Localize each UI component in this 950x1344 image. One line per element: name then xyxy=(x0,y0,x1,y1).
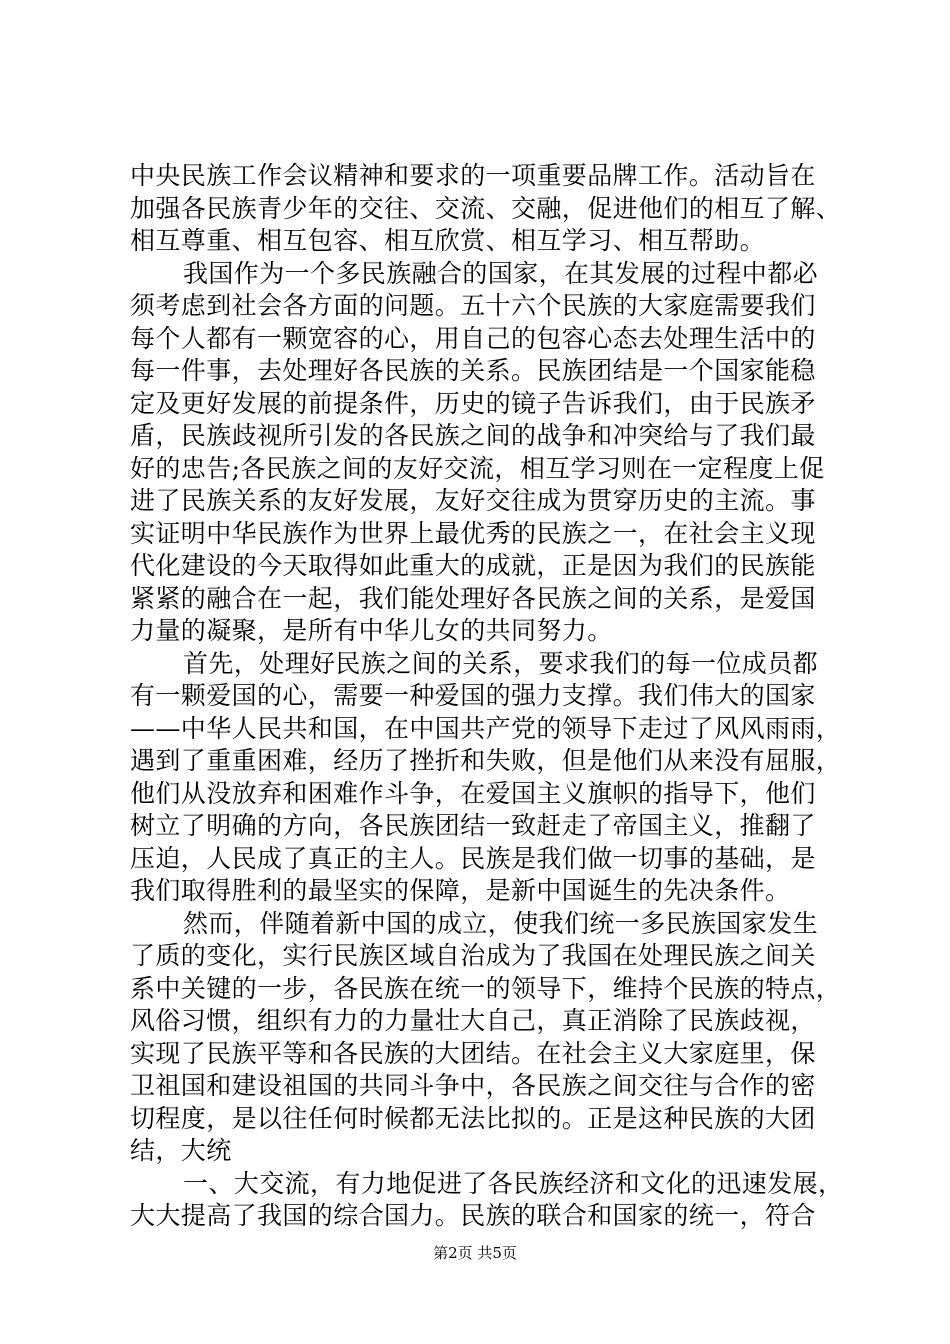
paragraph-start-line: 我国作为一个多民族融合的国家，在其发展的过程中都必 xyxy=(183,258,819,288)
text-line: 每个人都有一颗宽容的心，用自己的包容心态去处理生活中的 xyxy=(130,323,816,353)
text-line: 好的忠告;各民族之间的友好交流，相互学习则在一定程度上促 xyxy=(130,453,825,483)
page-footer: 第2页 共5页 xyxy=(433,1244,517,1262)
text-line: 实证明中华民族作为世界上最优秀的民族之一，在社会主义现 xyxy=(130,518,816,548)
text-line: 结，大统 xyxy=(130,1136,232,1165)
text-line: 切程度，是以往任何时候都无法比拟的。正是这种民族的大团 xyxy=(130,1103,816,1133)
text-line: 系中关键的一步，各民族在统一的领导下，维持个民族的特点， xyxy=(130,973,842,1003)
text-line: 压迫，人民成了真正的主人。民族是我们做一切事的基础，是 xyxy=(130,843,816,873)
paragraph-start-line: 一、大交流，有力地促进了各民族经济和文化的迅速发展， xyxy=(183,1168,844,1198)
text-line: 实现了民族平等和各民族的大团结。在社会主义大家庭里，保 xyxy=(130,1038,816,1068)
text-line: 定及更好发展的前提条件，历史的镜子告诉我们，由于民族矛 xyxy=(130,388,816,418)
text-line: 相互尊重、相互包容、相互欣赏、相互学习、相互帮助。 xyxy=(130,226,766,255)
text-line: 遇到了重重困难，经历了挫折和失败，但是他们从来没有屈服， xyxy=(130,746,842,775)
text-line: 代化建设的今天取得如此重大的成就，正是因为我们的民族能 xyxy=(130,551,816,580)
text-line: 卫祖国和建设祖国的共同斗争中，各民族之间交往与合作的密 xyxy=(130,1071,816,1100)
text-line: 盾，民族歧视所引发的各民族之间的战争和冲突给与了我们最 xyxy=(130,421,816,450)
text-line: 进了民族关系的友好发展，友好交往成为贯穿历史的主流。事 xyxy=(130,486,816,515)
text-line: ——中华人民共和国，在中国共产党的领导下走过了风风雨雨， xyxy=(130,713,842,743)
text-line: 紧紧的融合在一起，我们能处理好各民族之间的关系，是爱国 xyxy=(130,583,816,613)
text-line: 我们取得胜利的最坚实的保障，是新中国诞生的先决条件。 xyxy=(130,876,791,905)
body-text xyxy=(130,160,844,1233)
text-line: 大大提高了我国的综合国力。民族的联合和国家的统一，符合 xyxy=(130,1201,816,1230)
text-line: 力量的凝聚，是所有中华儿女的共同努力。 xyxy=(130,616,613,645)
paragraph-start-line: 首先，处理好民族之间的关系，要求我们的每一位成员都 xyxy=(183,648,819,678)
text-line: 有一颗爱国的心，需要一种爱国的强力支撑。我们伟大的国家 xyxy=(130,681,816,710)
text-line: 了质的变化，实行民族区域自治成为了我国在处理民族之间关 xyxy=(130,941,816,970)
paragraph-start-line: 然而，伴随着新中国的成立，使我们统一多民族国家发生 xyxy=(183,908,819,938)
text-line: 加强各民族青少年的交往、交流、交融，促进他们的相互了解、 xyxy=(130,193,842,223)
text-line: 须考虑到社会各方面的问题。五十六个民族的大家庭需要我们 xyxy=(130,291,816,320)
text-line: 中央民族工作会议精神和要求的一项重要品牌工作。活动旨在 xyxy=(130,161,816,190)
text-line: 他们从没放弃和困难作斗争，在爱国主义旗帜的指导下，他们 xyxy=(130,778,816,808)
text-line: 树立了明确的方向，各民族团结一致赶走了帝国主义，推翻了 xyxy=(130,811,816,840)
text-line: 风俗习惯，组织有力的力量壮大自己，真正消除了民族歧视， xyxy=(130,1006,816,1035)
text-line: 每一件事，去处理好各民族的关系。民族团结是一个国家能稳 xyxy=(130,356,816,385)
